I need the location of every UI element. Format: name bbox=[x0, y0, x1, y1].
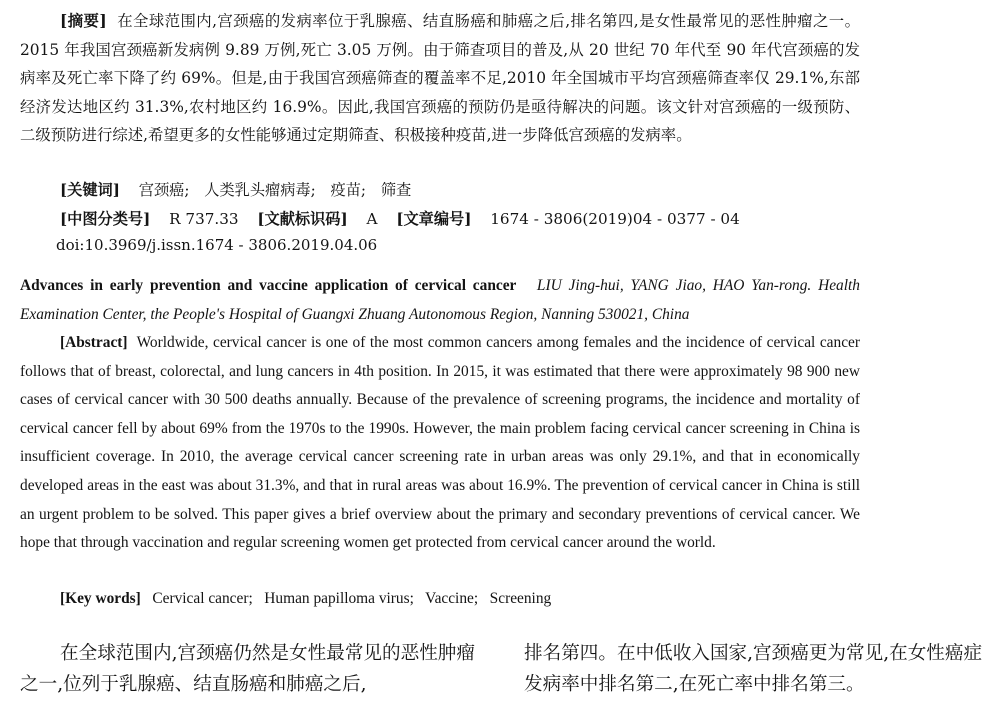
en-keywords-text: Cervical cancer; Human papilloma virus; Vaccine; Screening bbox=[152, 590, 552, 607]
cn-abstract-label: [摘要] bbox=[60, 12, 107, 30]
en-authors: LIU Jing-hui, YANG Jiao, HAO Yan-rong. Health Examination Center, the People's Hospital of Guangxi Zhuang Autonomous Region, Nanning 530021, China bbox=[20, 277, 860, 323]
cn-keyword: 宫颈癌; bbox=[138, 181, 190, 199]
cn-keyword: 人类乳头瘤病毒; bbox=[204, 181, 316, 199]
article-no-value: 1674 - 3806(2019)04 - 0377 - 04 bbox=[490, 210, 740, 228]
cn-keyword: 筛查 bbox=[380, 181, 412, 199]
body-column-right bbox=[524, 638, 992, 700]
en-header bbox=[20, 272, 860, 329]
article-no-label: [文章编号] bbox=[396, 210, 472, 228]
en-title: Advances in early prevention and vaccine application of cervical cancer bbox=[20, 277, 517, 294]
en-abstract bbox=[20, 329, 860, 558]
clc-value: R 737.33 bbox=[169, 210, 239, 228]
body-text-left: 在全球范围内,宫颈癌仍然是女性最常见的恶性肿瘤之一,位列于乳腺癌、结直肠癌和肺癌之后, bbox=[20, 643, 475, 695]
doi: doi:10.3969/j.issn.1674 - 3806.2019.04.06 bbox=[56, 236, 378, 254]
doc-code-label: [文献标识码] bbox=[257, 210, 348, 228]
cn-keyword: 疫苗; bbox=[330, 181, 367, 199]
en-keywords bbox=[60, 590, 551, 608]
clc-label: [中图分类号] bbox=[60, 210, 151, 228]
cn-keywords-label: [关键词] bbox=[60, 181, 120, 199]
en-abstract-text: Worldwide, cervical cancer is one of the most common cancers among females and the incidence of cervical cancer follows that of breast, colorectal, and lung cancers in 4th position. In 2015, it was estimated that there were approximately 98 900 new cases of cervical cancer with 30 500 deaths annually. Because of the prevalence of screening programs, the incidence and mortality of cervical cancer fell by about 69% from the 1970s to the 1990s. However, the main problem facing cervical cancer screening in China is insufficient coverage. In 2010, the average cervical cancer screening rate in urban areas was only 29.1%, and that in economically developed areas in the east was about 31.3%, and that in rural areas was about 16.9%. The prevention of cervical cancer in China is still an urgent problem to be solved. This paper gives a brief overview about the primary and secondary preventions of cervical cancer. We hope that through vaccination and regular screening women get protected from cervical cancer around the world. bbox=[20, 334, 860, 552]
cn-keywords bbox=[60, 179, 411, 200]
classification-line bbox=[60, 208, 740, 229]
doc-code-value: A bbox=[366, 210, 378, 228]
cn-abstract-text: 在全球范围内,宫颈癌的发病率位于乳腺癌、结直肠癌和肺癌之后,排名第四,是女性最常见的恶性肿瘤之一。2015 年我国宫颈癌新发病例 9.89 万例,死亡 3.05 万例。由于筛查项目的普及,从 20 世纪 70 年代至 90 年代宫颈癌的发病率及死亡率下降了约 69%。但是,由于我国宫颈癌筛查的覆盖率不足,2010 年全国城市平均宫颈癌筛查率仅 29.1%,东部经济发达地区约 31.3%,农村地区约 16.9%。因此,我国宫颈癌的预防仍是亟待解决的问题。该文针对宫颈癌的一级预防、二级预防进行综述,希望更多的女性能够通过定期筛查、积极接种疫苗,进一步降低宫颈癌的发病率。 bbox=[20, 12, 860, 145]
body-text-right: 排名第四。在中低收入国家,宫颈癌更为常见,在女性癌症发病率中排名第二,在死亡率中排名第三。 bbox=[524, 643, 983, 695]
en-abstract-label: [Abstract] bbox=[60, 334, 128, 351]
en-keywords-label: [Key words] bbox=[60, 590, 141, 607]
cn-abstract bbox=[20, 7, 860, 150]
body-column-left bbox=[20, 638, 490, 700]
